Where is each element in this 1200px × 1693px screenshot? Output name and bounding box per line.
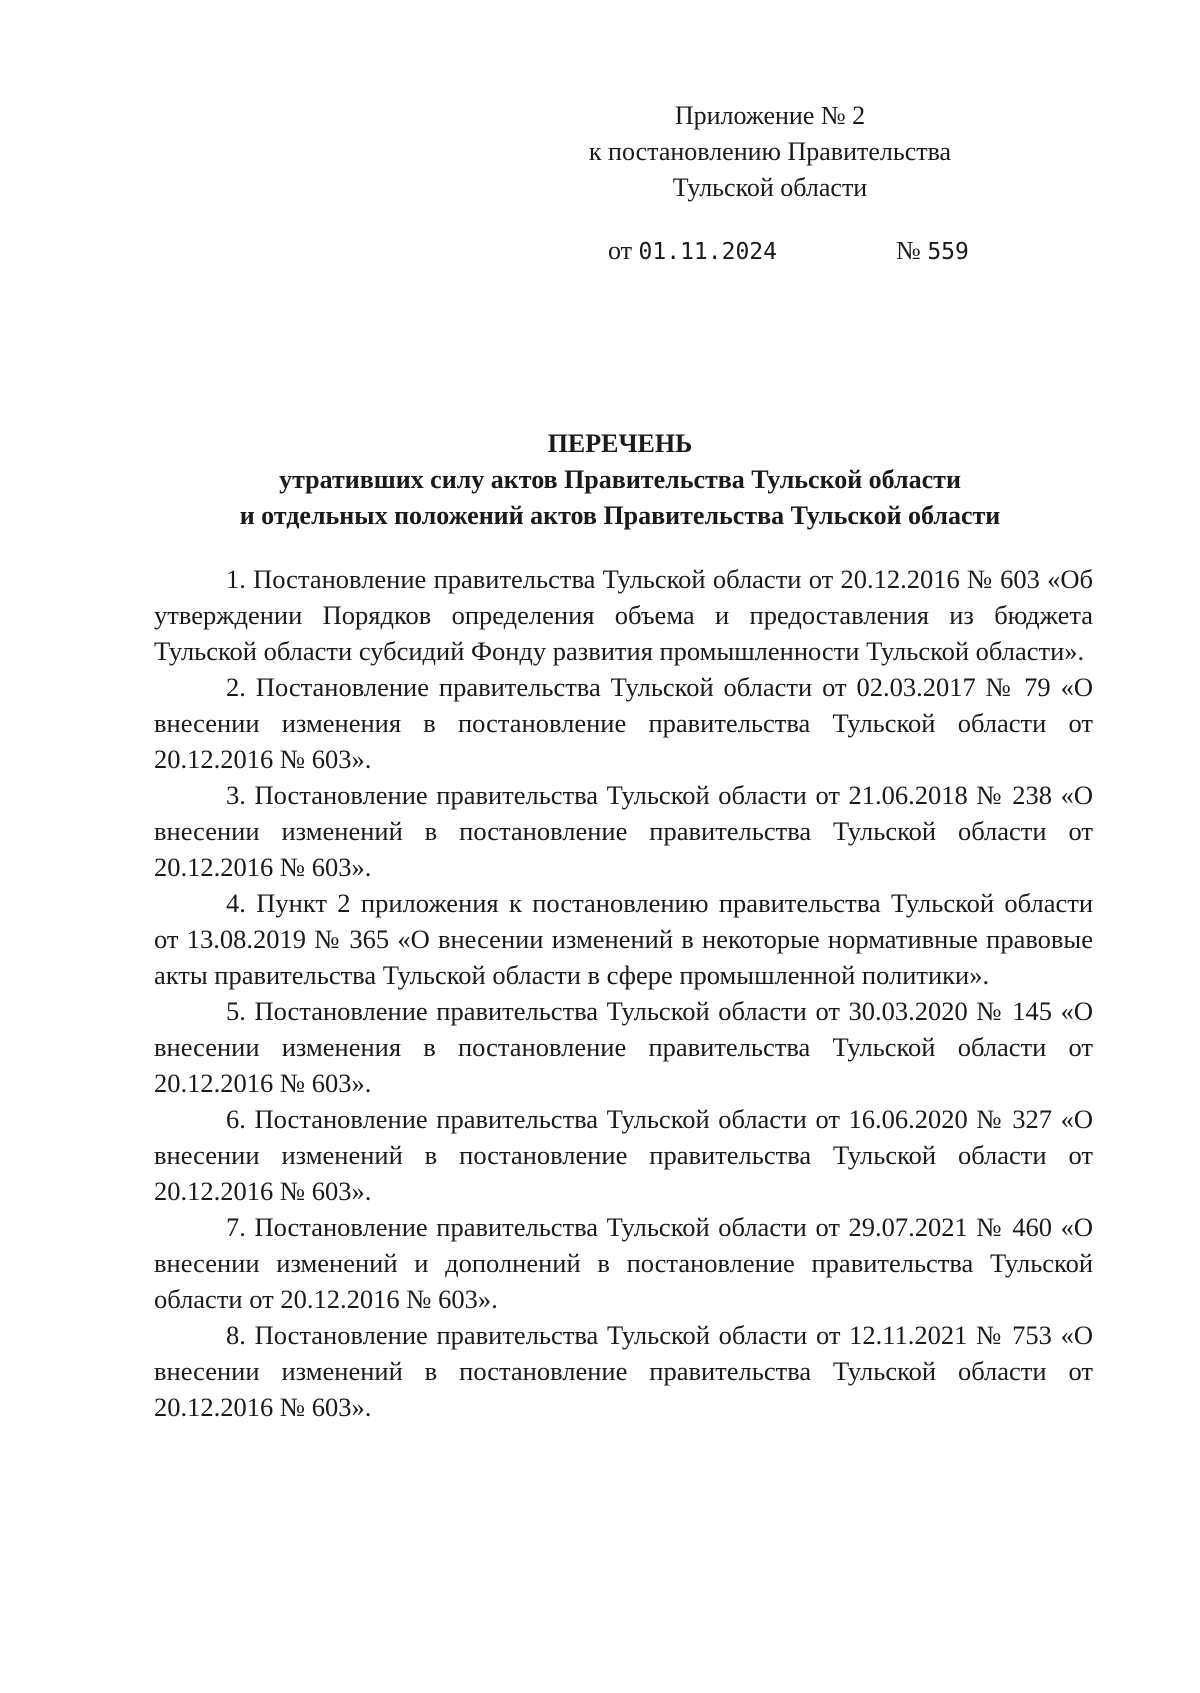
appendix-number: Приложение № 2: [674, 101, 866, 130]
list-item: 1. Постановление правительства Тульской области от 20.12.2016 № 603 «Об утверждении Порядков определения объема и предоставления из бюджета Тульской области субсидий Фонду развития промышленности Тульской области».: [154, 564, 1093, 666]
appendix-block: [560, 98, 980, 206]
list-item: 2. Постановление правительства Тульской области от 02.03.2017 № 79 «О внесении изменения в постановление правительства Тульской области от 20.12.2016 № 603».: [154, 672, 1093, 774]
appendix-resolution-ref: к постановлению Правительства: [588, 137, 952, 166]
heading-line-2: утративших силу актов Правительства Тульской области: [279, 465, 961, 494]
appendix-region: Тульской области: [672, 173, 868, 202]
list-item: 5. Постановление правительства Тульской области от 30.03.2020 № 145 «О внесении изменения в постановление правительства Тульской области от 20.12.2016 № 603».: [154, 996, 1093, 1098]
list-item: 3. Постановление правительства Тульской области от 21.06.2018 № 238 «О внесении изменений в постановление правительства Тульской области от 20.12.2016 № 603».: [154, 780, 1093, 882]
date-prefix: от: [608, 236, 633, 265]
acts-list: [154, 561, 1093, 1425]
number-sign: №: [896, 236, 921, 265]
heading-line-3: и отдельных положений актов Правительства Тульской области: [239, 501, 1001, 530]
list-item: 7. Постановление правительства Тульской области от 29.07.2021 № 460 «О внесении изменений и дополнений в постановление правительства Тульской области от 20.12.2016 № 603».: [154, 1212, 1093, 1314]
resolution-dateline: [608, 236, 969, 266]
list-item: 6. Постановление правительства Тульской области от 16.06.2020 № 327 «О внесении изменений в постановление правительства Тульской области от 20.12.2016 № 603».: [154, 1104, 1093, 1206]
list-item: 8. Постановление правительства Тульской области от 12.11.2021 № 753 «О внесении изменений в постановление правительства Тульской области от 20.12.2016 № 603».: [154, 1320, 1093, 1422]
document-heading: [150, 426, 1090, 534]
resolution-number-block: [896, 236, 969, 266]
list-item: 4. Пункт 2 приложения к постановлению правительства Тульской области от 13.08.2019 № 365 «О внесении изменений в некоторые нормативные правовые акты правительства Тульской области в сфере промышленной политики».: [154, 888, 1093, 990]
heading-title: ПЕРЕЧЕНЬ: [547, 429, 693, 458]
resolution-number: 559: [927, 239, 969, 265]
resolution-date: 01.11.2024: [638, 239, 778, 265]
